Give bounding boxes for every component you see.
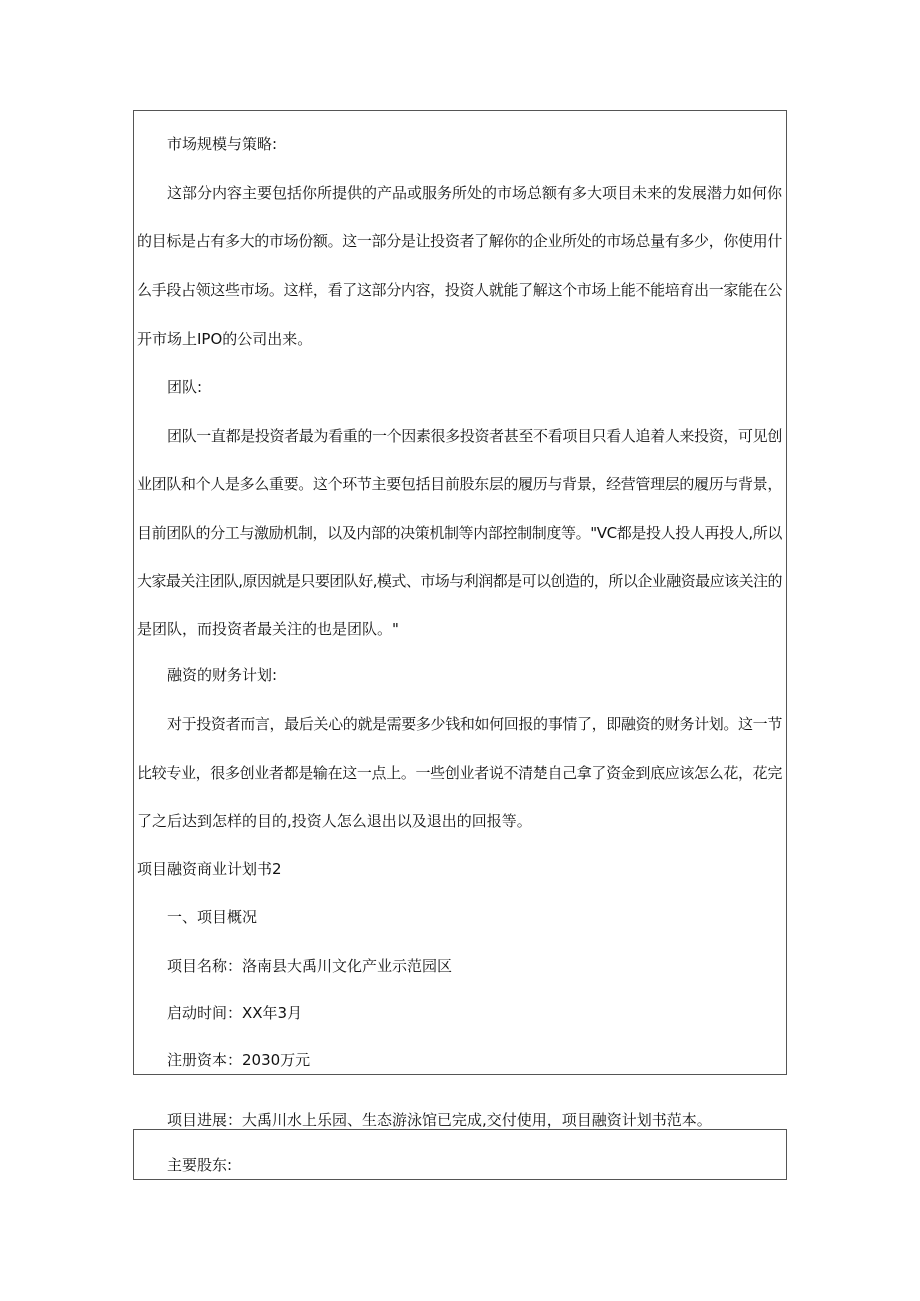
market-line-4: 开市场上IPO的公司出来。: [137, 330, 313, 348]
market-line-1: 这部分内容主要包括你所提供的产品或服务所处的市场总额有多大项目未来的发展潜力如何你: [167, 184, 783, 202]
finance-line-1: 对于投资者而言，最后关心的就是需要多少钱和如何回报的事情了，即融资的财务计划。这一节: [167, 715, 782, 733]
shareholders-heading: 主要股东:: [167, 1156, 233, 1174]
team-line-3: 目前团队的分工与激励机制，以及内部的决策机制等内部控制制度等。"VC都是投人投人再投人,所以: [137, 524, 782, 542]
team-line-4: 大家最关注团队,原因就是只要团队好,模式、市场与利润都是可以创造的，所以企业融资最应该关注的: [137, 572, 782, 590]
finance-line-2: 比较专业，很多创业者都是输在这一点上。一些创业者说不清楚自己拿了资金到底应该怎么花，花完: [137, 764, 783, 782]
market-heading: 市场规模与策略:: [167, 135, 278, 153]
registered-capital: 注册资本：2030万元: [167, 1051, 311, 1069]
finance-line-3: 了之后达到怎样的目的,投资人怎么退出以及退出的回报等。: [137, 812, 532, 830]
project-name: 项目名称：洛南县大禹川文化产业示范园区: [167, 957, 453, 975]
team-heading: 团队:: [167, 378, 203, 396]
market-line-2: 的目标是占有多大的市场份额。这一部分是让投资者了解你的企业所处的市场总量有多少，你使用什: [137, 232, 783, 250]
team-line-5: 是团队，而投资者最关注的也是团队。": [137, 620, 399, 638]
team-line-2: 业团队和个人是多么重要。这个环节主要包括目前股东层的履历与背景，经营管理层的履历与背景，: [137, 475, 783, 493]
content-box-upper: [133, 110, 787, 1075]
finance-heading: 融资的财务计划:: [167, 666, 278, 684]
project-progress: 项目进展：大禹川水上乐园、生态游泳馆已完成,交付使用，项目融资计划书范本。: [167, 1111, 712, 1129]
overview-heading: 一、项目概况: [167, 908, 258, 926]
team-line-1: 团队一直都是投资者最为看重的一个因素很多投资者甚至不看项目只看人追着人来投资，可见创: [167, 427, 782, 445]
section-title: 项目融资商业计划书2: [137, 860, 282, 878]
market-line-3: 么手段占领这些市场。这样，看了这部分内容，投资人就能了解这个市场上能不能培育出一家能在公: [137, 281, 783, 299]
start-time: 启动时间：XX年3月: [167, 1004, 303, 1022]
